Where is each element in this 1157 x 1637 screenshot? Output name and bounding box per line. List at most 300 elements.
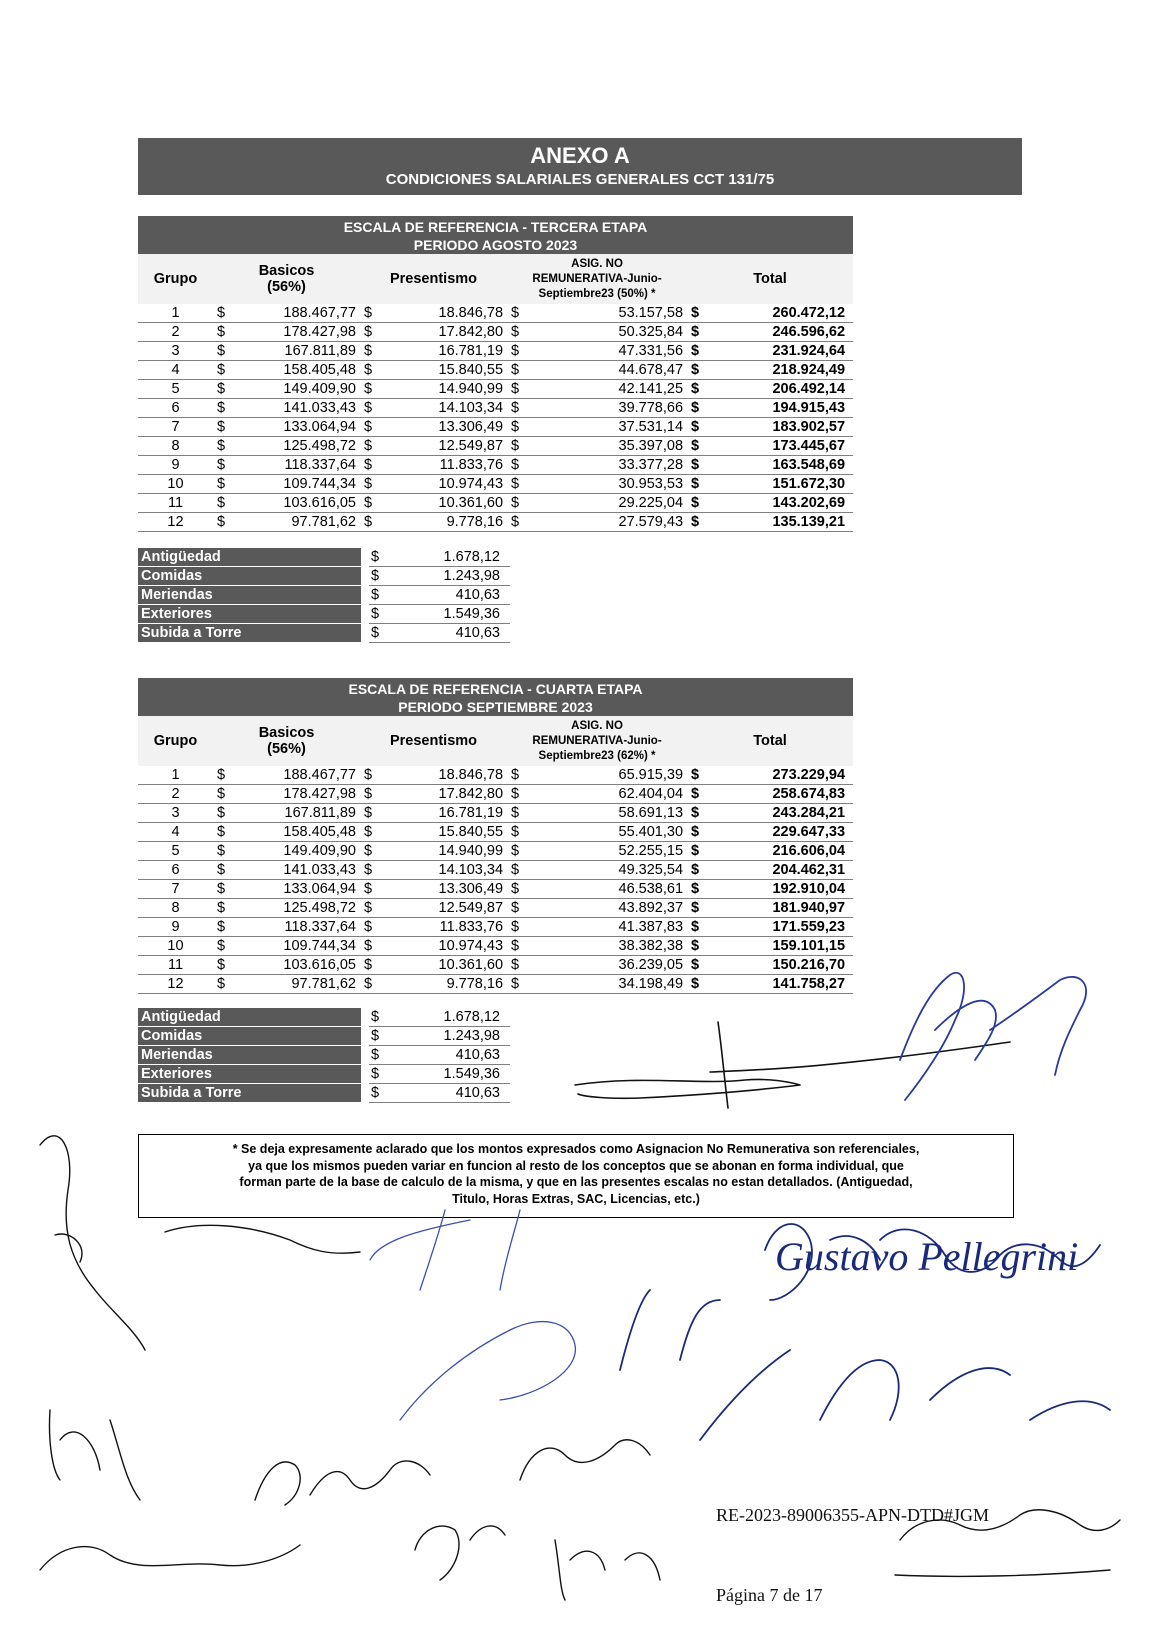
currency-cell: $ [369, 586, 401, 605]
currency-cell: $ [369, 605, 401, 624]
asig-cell: 62.404,04 [547, 785, 687, 804]
asig-cell: 39.778,66 [547, 399, 687, 418]
group-cell: 1 [138, 304, 213, 323]
table-row [138, 361, 853, 380]
basicos-cell: 149.409,90 [253, 380, 360, 399]
currency-cell: $ [360, 513, 400, 532]
currency-cell: $ [213, 323, 253, 342]
currency-cell: $ [507, 399, 547, 418]
currency-cell: $ [360, 766, 400, 785]
col-asig-line1: ASIG. NO [571, 719, 623, 732]
currency-cell: $ [360, 918, 400, 937]
group-cell: 9 [138, 456, 213, 475]
asig-cell: 30.953,53 [547, 475, 687, 494]
asig-cell: 35.397,08 [547, 437, 687, 456]
currency-cell: $ [213, 766, 253, 785]
currency-cell: $ [507, 361, 547, 380]
asig-cell: 49.325,54 [547, 861, 687, 880]
currency-cell: $ [507, 918, 547, 937]
extras-row [138, 1027, 510, 1046]
currency-cell: $ [213, 880, 253, 899]
basicos-cell: 109.744,34 [253, 475, 360, 494]
col-basicos [213, 716, 360, 766]
presentismo-cell: 17.842,80 [400, 785, 507, 804]
basicos-cell: 188.467,77 [253, 766, 360, 785]
total-cell: 173.445,67 [727, 437, 853, 456]
table-row [138, 785, 853, 804]
total-cell: 192.910,04 [727, 880, 853, 899]
group-cell: 9 [138, 918, 213, 937]
col-asig-line3: Septiembre23 (50%) * [538, 287, 656, 300]
currency-cell: $ [369, 1027, 401, 1046]
currency-cell: $ [369, 624, 401, 643]
table-row [138, 399, 853, 418]
currency-cell: $ [360, 323, 400, 342]
basicos-cell: 97.781,62 [253, 513, 360, 532]
col-basicos [213, 254, 360, 304]
scale-header [138, 216, 853, 254]
group-cell: 11 [138, 494, 213, 513]
currency-cell: $ [213, 304, 253, 323]
document-reference: RE-2023-89006355-APN-DTD#JGM [716, 1505, 989, 1525]
scale-cuarta-etapa [138, 678, 853, 994]
currency-cell: $ [507, 842, 547, 861]
total-cell: 218.924,49 [727, 361, 853, 380]
presentismo-cell: 9.778,16 [400, 975, 507, 994]
extra-label: Subida a Torre [138, 1084, 361, 1103]
total-cell: 273.229,94 [727, 766, 853, 785]
presentismo-cell: 12.549,87 [400, 437, 507, 456]
basicos-cell: 158.405,48 [253, 823, 360, 842]
group-cell: 2 [138, 323, 213, 342]
currency-cell: $ [213, 975, 253, 994]
basicos-cell: 167.811,89 [253, 342, 360, 361]
currency-cell: $ [507, 899, 547, 918]
group-cell: 4 [138, 823, 213, 842]
table-row [138, 804, 853, 823]
table-row [138, 323, 853, 342]
spacer [361, 567, 369, 586]
currency-cell: $ [213, 937, 253, 956]
presentismo-cell: 14.103,34 [400, 861, 507, 880]
currency-cell: $ [687, 418, 727, 437]
group-cell: 3 [138, 342, 213, 361]
col-asig-no-remunerativa [507, 716, 687, 766]
table-row [138, 304, 853, 323]
extra-value: 410,63 [401, 1046, 510, 1065]
currency-cell: $ [213, 785, 253, 804]
currency-cell: $ [213, 842, 253, 861]
asig-cell: 58.691,13 [547, 804, 687, 823]
currency-cell: $ [360, 380, 400, 399]
currency-cell: $ [360, 804, 400, 823]
currency-cell: $ [213, 494, 253, 513]
table-row [138, 456, 853, 475]
group-cell: 5 [138, 842, 213, 861]
signature-blue-1 [900, 973, 1086, 1100]
currency-cell: $ [687, 304, 727, 323]
total-cell: 231.924,64 [727, 342, 853, 361]
table-row [138, 380, 853, 399]
col-presentismo: Presentismo [360, 716, 507, 766]
extras-row [138, 624, 510, 643]
basicos-cell: 125.498,72 [253, 899, 360, 918]
spacer [361, 605, 369, 624]
extras-row [138, 586, 510, 605]
currency-cell: $ [687, 861, 727, 880]
scale-title: ESCALA DE REFERENCIA - CUARTA ETAPA [348, 681, 643, 697]
presentismo-cell: 12.549,87 [400, 899, 507, 918]
extra-label: Comidas [138, 567, 361, 586]
col-total: Total [687, 254, 853, 304]
extras-row [138, 1065, 510, 1084]
currency-cell: $ [213, 513, 253, 532]
col-basicos-line1: Basicos [258, 725, 315, 741]
currency-cell: $ [507, 785, 547, 804]
presentismo-cell: 14.940,99 [400, 842, 507, 861]
currency-cell: $ [687, 456, 727, 475]
total-cell: 135.139,21 [727, 513, 853, 532]
asig-cell: 33.377,28 [547, 456, 687, 475]
extra-label: Comidas [138, 1027, 361, 1046]
currency-cell: $ [360, 475, 400, 494]
presentismo-cell: 9.778,16 [400, 513, 507, 532]
currency-cell: $ [213, 437, 253, 456]
total-cell: 204.462,31 [727, 861, 853, 880]
basicos-cell: 178.427,98 [253, 323, 360, 342]
currency-cell: $ [360, 437, 400, 456]
currency-cell: $ [213, 361, 253, 380]
extra-value: 1.678,12 [401, 1008, 510, 1027]
asig-cell: 46.538,61 [547, 880, 687, 899]
currency-cell: $ [507, 513, 547, 532]
spacer [361, 1046, 369, 1065]
asig-cell: 50.325,84 [547, 323, 687, 342]
asig-cell: 37.531,14 [547, 418, 687, 437]
presentismo-cell: 10.361,60 [400, 494, 507, 513]
currency-cell: $ [687, 956, 727, 975]
extra-value: 1.549,36 [401, 1065, 510, 1084]
presentismo-cell: 10.974,43 [400, 475, 507, 494]
asig-cell: 52.255,15 [547, 842, 687, 861]
table-row [138, 823, 853, 842]
currency-cell: $ [213, 823, 253, 842]
currency-cell: $ [213, 399, 253, 418]
currency-cell: $ [687, 842, 727, 861]
extra-label: Antigüedad [138, 548, 361, 567]
currency-cell: $ [213, 956, 253, 975]
asig-cell: 34.198,49 [547, 975, 687, 994]
currency-cell: $ [687, 437, 727, 456]
col-basicos-line2: (56%) [267, 279, 306, 295]
asig-cell: 43.892,37 [547, 899, 687, 918]
currency-cell: $ [507, 823, 547, 842]
basicos-cell: 103.616,05 [253, 956, 360, 975]
asig-cell: 65.915,39 [547, 766, 687, 785]
group-cell: 12 [138, 513, 213, 532]
presentismo-cell: 11.833,76 [400, 456, 507, 475]
extra-value: 1.549,36 [401, 605, 510, 624]
presentismo-cell: 10.361,60 [400, 956, 507, 975]
currency-cell: $ [687, 380, 727, 399]
annex-subtitle: CONDICIONES SALARIALES GENERALES CCT 131/75 [385, 171, 775, 188]
basicos-cell: 133.064,94 [253, 418, 360, 437]
extra-label: Exteriores [138, 605, 361, 624]
spacer [361, 1008, 369, 1027]
col-grupo: Grupo [138, 716, 213, 766]
total-cell: 163.548,69 [727, 456, 853, 475]
extras-table-cuarta [138, 1008, 510, 1103]
spacer [361, 548, 369, 567]
extra-value: 410,63 [401, 586, 510, 605]
total-cell: 194.915,43 [727, 399, 853, 418]
total-cell: 216.606,04 [727, 842, 853, 861]
basicos-cell: 118.337,64 [253, 456, 360, 475]
currency-cell: $ [507, 380, 547, 399]
currency-cell: $ [507, 323, 547, 342]
group-cell: 7 [138, 880, 213, 899]
presentismo-cell: 18.846,78 [400, 304, 507, 323]
total-cell: 171.559,23 [727, 918, 853, 937]
asig-cell: 44.678,47 [547, 361, 687, 380]
table-row [138, 475, 853, 494]
col-asig-line2: REMUNERATIVA-Junio- [532, 272, 662, 285]
table-row [138, 342, 853, 361]
group-cell: 10 [138, 937, 213, 956]
currency-cell: $ [360, 956, 400, 975]
scale-header [138, 678, 853, 716]
total-cell: 141.758,27 [727, 975, 853, 994]
table-row [138, 766, 853, 785]
basicos-cell: 141.033,43 [253, 861, 360, 880]
basicos-cell: 141.033,43 [253, 399, 360, 418]
total-cell: 246.596,62 [727, 323, 853, 342]
basicos-cell: 109.744,34 [253, 937, 360, 956]
table-row [138, 842, 853, 861]
currency-cell: $ [360, 399, 400, 418]
annex-banner [138, 138, 1022, 195]
currency-cell: $ [507, 880, 547, 899]
currency-cell: $ [369, 567, 401, 586]
currency-cell: $ [687, 937, 727, 956]
table-row [138, 513, 853, 532]
currency-cell: $ [360, 456, 400, 475]
col-asig-line3: Septiembre23 (62%) * [538, 749, 656, 762]
asig-cell: 47.331,56 [547, 342, 687, 361]
scale-period: PERIODO SEPTIEMBRE 2023 [398, 699, 593, 715]
currency-cell: $ [213, 899, 253, 918]
currency-cell: $ [360, 304, 400, 323]
spacer [361, 586, 369, 605]
currency-cell: $ [507, 494, 547, 513]
currency-cell: $ [687, 766, 727, 785]
basicos-cell: 125.498,72 [253, 437, 360, 456]
spacer [361, 1065, 369, 1084]
presentismo-cell: 11.833,76 [400, 918, 507, 937]
group-cell: 12 [138, 975, 213, 994]
extras-row [138, 548, 510, 567]
group-cell: 8 [138, 437, 213, 456]
presentismo-cell: 13.306,49 [400, 880, 507, 899]
group-cell: 2 [138, 785, 213, 804]
col-asig-line2: REMUNERATIVA-Junio- [532, 734, 662, 747]
currency-cell: $ [687, 323, 727, 342]
group-cell: 8 [138, 899, 213, 918]
currency-cell: $ [360, 937, 400, 956]
col-presentismo: Presentismo [360, 254, 507, 304]
basicos-cell: 178.427,98 [253, 785, 360, 804]
group-cell: 1 [138, 766, 213, 785]
group-cell: 3 [138, 804, 213, 823]
spacer [361, 1084, 369, 1103]
presentismo-cell: 17.842,80 [400, 323, 507, 342]
asig-cell: 27.579,43 [547, 513, 687, 532]
currency-cell: $ [507, 437, 547, 456]
col-asig-no-remunerativa [507, 254, 687, 304]
currency-cell: $ [213, 456, 253, 475]
total-cell: 258.674,83 [727, 785, 853, 804]
table-row [138, 918, 853, 937]
extra-value: 410,63 [401, 624, 510, 643]
group-cell: 10 [138, 475, 213, 494]
group-cell: 4 [138, 361, 213, 380]
col-asig-line1: ASIG. NO [571, 257, 623, 270]
presentismo-cell: 18.846,78 [400, 766, 507, 785]
total-cell: 243.284,21 [727, 804, 853, 823]
currency-cell: $ [687, 899, 727, 918]
extra-value: 1.243,98 [401, 567, 510, 586]
spacer [361, 1027, 369, 1046]
presentismo-cell: 16.781,19 [400, 342, 507, 361]
currency-cell: $ [369, 1008, 401, 1027]
currency-cell: $ [360, 361, 400, 380]
group-cell: 6 [138, 861, 213, 880]
currency-cell: $ [687, 785, 727, 804]
currency-cell: $ [360, 823, 400, 842]
currency-cell: $ [213, 342, 253, 361]
page-number: Página 7 de 17 [716, 1585, 823, 1605]
presentismo-cell: 15.840,55 [400, 361, 507, 380]
currency-cell: $ [507, 766, 547, 785]
currency-cell: $ [360, 975, 400, 994]
total-cell: 206.492,14 [727, 380, 853, 399]
table-row [138, 861, 853, 880]
currency-cell: $ [687, 975, 727, 994]
asig-cell: 38.382,38 [547, 937, 687, 956]
table-row [138, 880, 853, 899]
currency-cell: $ [507, 456, 547, 475]
annex-title: ANEXO A [530, 143, 630, 168]
salary-table [138, 716, 853, 994]
table-row [138, 975, 853, 994]
asig-cell: 29.225,04 [547, 494, 687, 513]
basicos-cell: 133.064,94 [253, 880, 360, 899]
note-line: forman parte de la base de calculo de la misma, y que en las presentes escalas no estan detallados. (Antiguedad, [239, 1175, 913, 1189]
table-row [138, 956, 853, 975]
currency-cell: $ [213, 475, 253, 494]
extra-value: 1.243,98 [401, 1027, 510, 1046]
extra-value: 410,63 [401, 1084, 510, 1103]
total-cell: 183.902,57 [727, 418, 853, 437]
currency-cell: $ [507, 861, 547, 880]
currency-cell: $ [687, 494, 727, 513]
currency-cell: $ [369, 548, 401, 567]
presentismo-cell: 14.103,34 [400, 399, 507, 418]
signature-black-1 [575, 1022, 1010, 1108]
extras-row [138, 1008, 510, 1027]
extras-row [138, 567, 510, 586]
basicos-cell: 149.409,90 [253, 842, 360, 861]
currency-cell: $ [213, 861, 253, 880]
presentismo-cell: 15.840,55 [400, 823, 507, 842]
col-grupo: Grupo [138, 254, 213, 304]
asig-cell: 53.157,58 [547, 304, 687, 323]
currency-cell: $ [360, 899, 400, 918]
scale-title: ESCALA DE REFERENCIA - TERCERA ETAPA [343, 219, 648, 235]
currency-cell: $ [360, 861, 400, 880]
basicos-cell: 118.337,64 [253, 918, 360, 937]
scale-period: PERIODO AGOSTO 2023 [413, 237, 578, 253]
col-basicos-line1: Basicos [258, 263, 315, 279]
currency-cell: $ [360, 342, 400, 361]
currency-cell: $ [369, 1084, 401, 1103]
basicos-cell: 97.781,62 [253, 975, 360, 994]
total-cell: 150.216,70 [727, 956, 853, 975]
group-cell: 7 [138, 418, 213, 437]
currency-cell: $ [687, 880, 727, 899]
basicos-cell: 103.616,05 [253, 494, 360, 513]
currency-cell: $ [507, 937, 547, 956]
group-cell: 5 [138, 380, 213, 399]
presentismo-cell: 10.974,43 [400, 937, 507, 956]
presentismo-cell: 16.781,19 [400, 804, 507, 823]
note-line: * Se deja expresamente aclarado que los montos expresados como Asignacion No Remunerativa son referenciales, [232, 1142, 920, 1156]
currency-cell: $ [360, 418, 400, 437]
total-cell: 181.940,97 [727, 899, 853, 918]
asig-cell: 42.141,25 [547, 380, 687, 399]
signature-navy-right [620, 1224, 1110, 1440]
salary-table [138, 254, 853, 532]
currency-cell: $ [360, 785, 400, 804]
presentismo-cell: 13.306,49 [400, 418, 507, 437]
extra-value: 1.678,12 [401, 548, 510, 567]
total-cell: 143.202,69 [727, 494, 853, 513]
total-cell: 151.672,30 [727, 475, 853, 494]
currency-cell: $ [687, 804, 727, 823]
currency-cell: $ [687, 918, 727, 937]
currency-cell: $ [507, 956, 547, 975]
currency-cell: $ [687, 823, 727, 842]
extra-label: Subida a Torre [138, 624, 361, 643]
extra-label: Antigüedad [138, 1008, 361, 1027]
extras-row [138, 1046, 510, 1065]
group-cell: 11 [138, 956, 213, 975]
currency-cell: $ [507, 342, 547, 361]
currency-cell: $ [687, 513, 727, 532]
asig-cell: 55.401,30 [547, 823, 687, 842]
currency-cell: $ [507, 804, 547, 823]
extra-label: Exteriores [138, 1065, 361, 1084]
extra-label: Meriendas [138, 1046, 361, 1065]
signature-handwritten-name: Gustavo Pellegrini [775, 1234, 1079, 1279]
basicos-cell: 188.467,77 [253, 304, 360, 323]
note-line: ya que los mismos pueden variar en funcion al resto de los conceptos que se abonan en forma individual, que [248, 1158, 904, 1173]
asig-cell: 36.239,05 [547, 956, 687, 975]
currency-cell: $ [369, 1046, 401, 1065]
currency-cell: $ [687, 399, 727, 418]
table-row [138, 437, 853, 456]
currency-cell: $ [507, 475, 547, 494]
